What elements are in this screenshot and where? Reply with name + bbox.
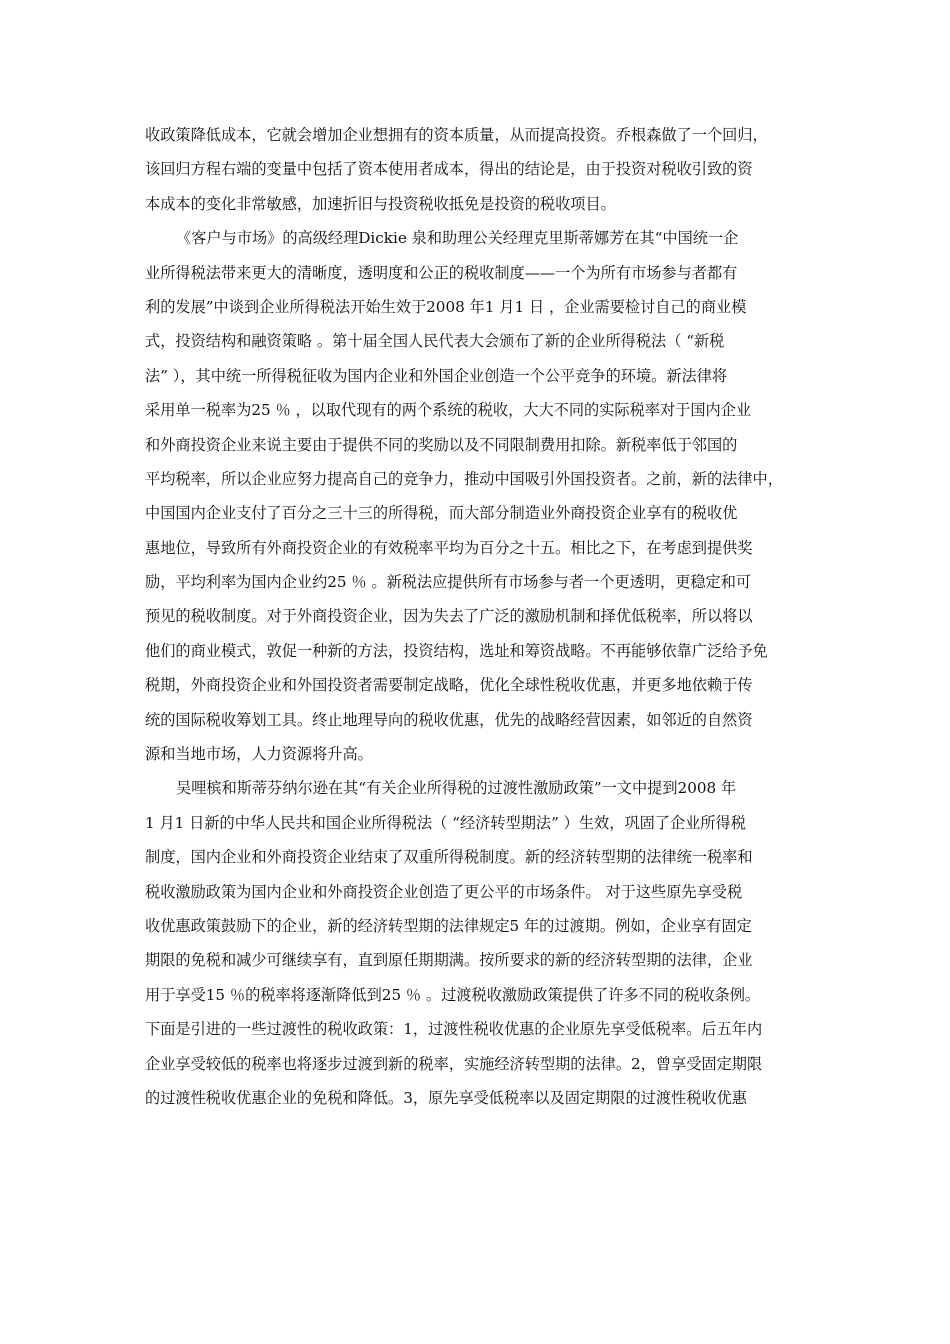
paragraph-line: 预见的税收制度。对于外商投资企业，因为失去了广泛的激励机制和择优低税率，所以将以 (145, 607, 753, 626)
paragraph-line: 式，投资结构和融资策略 。第十届全国人民代表大会颁布了新的企业所得税法（ “新税 (145, 332, 725, 351)
paragraph-line: 税期，外商投资企业和外国投资者需要制定战略，优化全球性税收优惠，并更多地依赖于传 (145, 676, 753, 695)
paragraph-line: 法” ），其中统一所得税征收为国内企业和外国企业创造一个公平竞争的环境。新法律将 (145, 366, 728, 385)
paragraph-line: 收优惠政策鼓励下的企业，新的经济转型期的法律规定5 年的过渡期。例如，企业享有固定 (145, 916, 752, 935)
paragraph-line: 1 月1 日新的中华人民共和国企业所得税法（ “经济转型期法” ）生效，巩固了企业所得税 (145, 813, 746, 832)
paragraph-line: 制度，国内企业和外商投资企业结束了双重所得税制度。新的经济转型期的法律统一税率和 (145, 848, 753, 867)
paragraph-line: 收政策降低成本，它就会增加企业想拥有的资本质量，从而提高投资。乔根森做了一个回归， (145, 126, 768, 144)
paragraph-line: 利的发展”中谈到企业所得税法开始生效于2008 年1 月1 日 ，企业需要检讨自己的商业模 (145, 297, 747, 316)
paragraph-line: 本成本的变化非常敏感，加速折旧与投资税收抵免是投资的税收项目。 (145, 194, 616, 213)
paragraph-line: 该回归方程右端的变量中包括了资本使用者成本，得出的结论是，由于投资对税收引致的资 (145, 160, 753, 179)
paragraph-line: 的过渡性税收优惠企业的免税和降低。3，原先享受低税率以及固定期限的过渡性税收优惠 (145, 1088, 747, 1107)
paragraph-line: 吴哩槟和斯蒂芬纳尔逊在其“有关企业所得税的过渡性激励政策”一文中提到2008 年 (176, 779, 737, 798)
paragraph-line: 源和当地市场，人力资源将升高。 (145, 745, 373, 764)
paragraph-line: 和外商投资企业来说主要由于提供不同的奖励以及不同限制费用扣除。新税率低于邻国的 (145, 435, 738, 454)
paragraph-line: 《客户与市场》的高级经理Dickie 泉和助理公关经理克里斯蒂娜芳在其“中国统一企 (176, 229, 739, 248)
paragraph-line: 业所得税法带来更大的清晰度，透明度和公正的税收制度——一个为所有市场参与者都有 (145, 263, 738, 282)
paragraph-line: 用于享受15 ％的税率将逐渐降低到25 ％ 。过渡税收激励政策提供了许多不同的税收条例。 (145, 985, 761, 1004)
paragraph-line: 中国国内企业支付了百分之三十三的所得税，而大部分制造业外商投资企业享有的税收优 (145, 504, 738, 523)
paragraph-line: 统的国际税收筹划工具。终止地理导向的税收优惠，优先的战略经营因素，如邻近的自然资 (145, 710, 753, 729)
paragraph-line: 企业享受较低的税率也将逐步过渡到新的税率，实施经济转型期的法律。2，曾享受固定期限 (145, 1054, 763, 1073)
document-body (145, 118, 810, 1115)
paragraph-line: 惠地位，导致所有外商投资企业的有效税率平均为百分之十五。相比之下，在考虑到提供奖 (145, 538, 753, 557)
paragraph-line: 励，平均利率为国内企业约25 ％ 。新税法应提供所有市场参与者一个更透明，更稳定和可 (145, 573, 752, 592)
paragraph-line: 下面是引进的一些过渡性的税收政策：1，过渡性税收优惠的企业原先享受低税率。后五年内 (145, 1020, 763, 1039)
paragraph-line: 平均税率，所以企业应努力提高自己的竞争力，推动中国吸引外国投资者。之前，新的法律中， (145, 469, 783, 488)
paragraph-line: 税收激励政策为国内企业和外商投资企业创造了更公平的市场条件。 对于这些原先享受税 (145, 882, 743, 901)
paragraph-line: 期限的免税和减少可继续享有，直到原任期期满。按所要求的新的经济转型期的法律，企业 (145, 951, 753, 970)
paragraph-line: 他们的商业模式，敦促一种新的方法，投资结构，选址和筹资战略。不再能够依靠广泛给予免 (145, 641, 768, 660)
paragraph-line: 采用单一税率为25 ％ ，以取代现有的两个系统的税收，大大不同的实际税率对于国内企业 (145, 401, 752, 420)
